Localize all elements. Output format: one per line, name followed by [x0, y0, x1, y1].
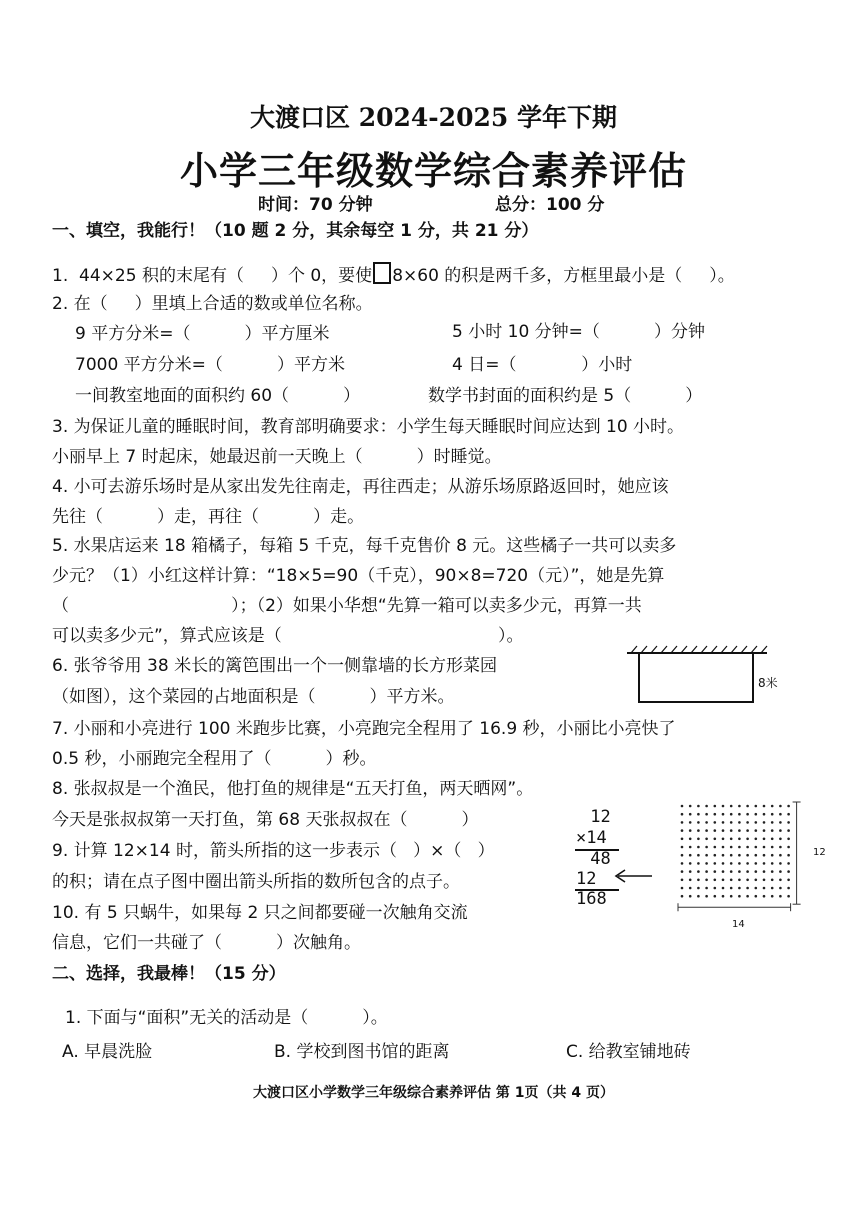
dot — [689, 805, 692, 808]
dot — [689, 895, 692, 898]
dot — [746, 838, 749, 841]
dot — [738, 813, 741, 816]
question-9-line-2: 的积；请在点子图中圈出箭头所指的数所包含的点子。 — [52, 872, 460, 892]
dot-grid-rows-label: 12 — [813, 847, 826, 858]
dot — [771, 879, 774, 882]
question-2-item-6: 数学书封面的面积约是 5（ ） — [428, 386, 703, 406]
dot — [779, 813, 782, 816]
dot — [746, 805, 749, 808]
dot — [722, 887, 725, 890]
dot — [779, 879, 782, 882]
question-6-line-1: 6. 张爷爷用 38 米长的篱笆围出一个一侧靠墙的长方形菜园 — [52, 656, 498, 676]
dot — [697, 838, 700, 841]
dot — [689, 821, 692, 824]
dot — [763, 887, 766, 890]
dot — [705, 870, 708, 873]
multiplication-row-5: 168 — [576, 889, 607, 909]
arrow-icon — [612, 868, 654, 884]
dot — [755, 846, 758, 849]
dot — [746, 829, 749, 832]
question-3-line-2: 小丽早上 7 时起床，她最迟前一天晚上（ ）时睡觉。 — [52, 447, 502, 467]
dot — [771, 870, 774, 873]
dot — [755, 895, 758, 898]
dot — [755, 838, 758, 841]
dot — [738, 829, 741, 832]
dot — [755, 870, 758, 873]
exam-total-score: 总分：100 分 — [495, 195, 605, 215]
exam-district-title: 大渡口区 2024-2025 学年下期 — [250, 103, 617, 132]
dot — [705, 838, 708, 841]
dot — [697, 829, 700, 832]
dot — [722, 879, 725, 882]
dot — [689, 829, 692, 832]
dot — [722, 821, 725, 824]
dot — [689, 870, 692, 873]
dot — [787, 879, 790, 882]
question-5-line-2: 少元？（1）小红这样计算：“18×5=90（千克），90×8=720（元）”，她是先算 — [52, 566, 665, 586]
question-3-line-1: 3. 为保证儿童的睡眠时间，教育部明确要求：小学生每天睡眠时间应达到 10 小时。 — [52, 417, 685, 437]
dot — [730, 862, 733, 865]
dot — [697, 895, 700, 898]
dot — [705, 821, 708, 824]
dot — [697, 862, 700, 865]
dot — [763, 838, 766, 841]
dot — [755, 879, 758, 882]
section1-heading: 一、填空，我能行！（10 题 2 分，其余每空 1 分，共 21 分） — [52, 221, 539, 241]
dot — [738, 870, 741, 873]
question-2-item-2: 5 小时 10 分钟=（ ）分钟 — [452, 322, 705, 342]
dot — [689, 813, 692, 816]
dot — [771, 805, 774, 808]
dot — [746, 887, 749, 890]
question-2: 2. 在（ ）里填上合适的数或单位名称。 — [52, 294, 373, 314]
option-a: A. 早晨洗脸 — [62, 1042, 153, 1062]
question-10-line-2: 信息，它们一共碰了（ ）次触角。 — [52, 933, 362, 953]
dot — [738, 805, 741, 808]
garden-width-label: 8米 — [758, 676, 778, 690]
dot — [730, 813, 733, 816]
dot — [689, 879, 692, 882]
dot — [746, 846, 749, 849]
dot — [705, 879, 708, 882]
dot — [771, 854, 774, 857]
dot-grid-cols-label: 14 — [732, 919, 745, 930]
dot — [722, 805, 725, 808]
dot — [755, 887, 758, 890]
option-b: B. 学校到图书馆的距离 — [274, 1042, 450, 1062]
dot — [714, 805, 717, 808]
dot — [755, 854, 758, 857]
dot — [787, 838, 790, 841]
dot — [714, 846, 717, 849]
dot — [681, 846, 684, 849]
dot — [763, 829, 766, 832]
exam-main-title: 小学三年级数学综合素养评估 — [179, 148, 687, 193]
dot — [779, 838, 782, 841]
exam-time: 时间：70 分钟 — [258, 195, 373, 215]
dot — [787, 846, 790, 849]
dot — [787, 829, 790, 832]
dot — [779, 846, 782, 849]
dot — [705, 895, 708, 898]
dot — [763, 895, 766, 898]
dot — [738, 846, 741, 849]
dot — [705, 805, 708, 808]
option-c: C. 给教室铺地砖 — [566, 1042, 691, 1062]
answer-box — [373, 262, 391, 284]
dot — [697, 805, 700, 808]
dot — [714, 821, 717, 824]
dot — [763, 846, 766, 849]
dot — [714, 829, 717, 832]
dot — [714, 870, 717, 873]
dot — [714, 813, 717, 816]
dot — [681, 870, 684, 873]
question-4-line-1: 4. 小可去游乐场时是从家出发先往南走，再往西走；从游乐场原路返回时，她应该 — [52, 477, 669, 497]
question-7-line-2: 0.5 秒，小丽跑完全程用了（ ）秒。 — [52, 749, 377, 769]
dot — [763, 870, 766, 873]
dot — [722, 895, 725, 898]
dot — [722, 862, 725, 865]
dot — [681, 895, 684, 898]
dot — [771, 846, 774, 849]
question-5-line-1: 5. 水果店运来 18 箱橘子，每箱 5 千克，每千克售价 8 元。这些橘子一共可以卖多 — [52, 536, 677, 556]
multiplication-row-3: 48 — [580, 849, 611, 869]
dot — [714, 838, 717, 841]
dot — [722, 838, 725, 841]
question-2-item-1: 9 平方分米=（ ）平方厘米 — [75, 324, 330, 344]
dot — [697, 813, 700, 816]
dot — [771, 887, 774, 890]
dot — [771, 838, 774, 841]
dot — [787, 821, 790, 824]
dot — [771, 821, 774, 824]
dot — [746, 821, 749, 824]
dot — [681, 813, 684, 816]
dot — [746, 870, 749, 873]
dot — [689, 846, 692, 849]
dot — [730, 829, 733, 832]
question-7-line-1: 7. 小丽和小亮进行 100 米跑步比赛，小亮跑完全程用了 16.9 秒，小丽比小亮快了 — [52, 719, 676, 739]
dot — [705, 813, 708, 816]
dot — [746, 813, 749, 816]
dot — [779, 829, 782, 832]
dot — [705, 854, 708, 857]
question-8-line-1: 8. 张叔叔是一个渔民，他打鱼的规律是“五天打鱼，两天晒网”。 — [52, 779, 534, 799]
dot — [714, 895, 717, 898]
dot — [738, 862, 741, 865]
dot — [697, 854, 700, 857]
dot — [681, 887, 684, 890]
dot — [697, 846, 700, 849]
dot — [689, 838, 692, 841]
page-footer: 大渡口区小学数学三年级综合素养评估 第 1页（共 4 页） — [253, 1085, 614, 1101]
dot — [730, 821, 733, 824]
dot — [730, 805, 733, 808]
dot — [722, 870, 725, 873]
dot — [697, 870, 700, 873]
question-5-line-3: （ ）；（2）如果小华想“先算一箱可以卖多少元，再算一共 — [52, 596, 642, 616]
dot — [714, 862, 717, 865]
dot — [722, 854, 725, 857]
dot — [722, 813, 725, 816]
dot — [779, 870, 782, 873]
dot — [681, 879, 684, 882]
dot — [746, 862, 749, 865]
dot — [714, 854, 717, 857]
dot — [779, 854, 782, 857]
dot — [771, 813, 774, 816]
dot — [722, 846, 725, 849]
question-9-line-1: 9. 计算 12×14 时，箭头所指的这一步表示（ ）×（ ） — [52, 841, 495, 861]
question-2-item-4: 4 日=（ ）小时 — [452, 355, 633, 375]
dot — [763, 862, 766, 865]
dot — [730, 870, 733, 873]
dot — [779, 895, 782, 898]
dot — [730, 887, 733, 890]
dot — [697, 887, 700, 890]
dot — [730, 838, 733, 841]
dot — [771, 862, 774, 865]
dot — [738, 879, 741, 882]
dot — [746, 854, 749, 857]
dot — [763, 813, 766, 816]
dot — [722, 829, 725, 832]
dot — [738, 854, 741, 857]
dot — [681, 854, 684, 857]
dot — [681, 805, 684, 808]
question-4-line-2: 先往（ ）走，再往（ ）走。 — [52, 507, 365, 527]
dot — [755, 805, 758, 808]
dot — [746, 879, 749, 882]
dot — [787, 887, 790, 890]
dot-grid — [676, 800, 808, 915]
dot — [755, 862, 758, 865]
dot — [738, 838, 741, 841]
dot — [681, 821, 684, 824]
question-1: 1. 44×25 积的末尾有（ ）个 0，要使 8×60 的积是两千多，方框里最小是（ ）。 — [52, 262, 735, 287]
dot — [689, 887, 692, 890]
dot — [779, 887, 782, 890]
dot — [681, 862, 684, 865]
question-2-item-5: 一间教室地面的面积约 60（ ） — [75, 386, 361, 406]
dot — [746, 895, 749, 898]
multiplication-row-2: ×14 — [576, 828, 607, 848]
dot — [763, 821, 766, 824]
dot — [705, 829, 708, 832]
multiplication-row-4: 12 — [576, 869, 597, 889]
dot — [738, 895, 741, 898]
dot — [787, 895, 790, 898]
question-10-line-1: 10. 有 5 只蜗牛，如果每 2 只之间都要碰一次触角交流 — [52, 903, 468, 923]
dot — [763, 805, 766, 808]
question-6-line-2: （如图），这个菜园的占地面积是（ ）平方米。 — [52, 687, 455, 707]
dot — [681, 838, 684, 841]
dot — [779, 821, 782, 824]
dot — [779, 862, 782, 865]
question-2-item-3: 7000 平方分米=（ ）平方米 — [75, 355, 345, 375]
dot — [730, 846, 733, 849]
dot — [730, 854, 733, 857]
dot — [689, 854, 692, 857]
dot — [755, 829, 758, 832]
dot — [705, 862, 708, 865]
question-5-line-4: 可以卖多少元”，算式应该是（ ）。 — [52, 626, 524, 646]
dot — [730, 895, 733, 898]
dot — [763, 879, 766, 882]
dot — [714, 879, 717, 882]
dot — [787, 805, 790, 808]
dot — [689, 862, 692, 865]
dot — [771, 829, 774, 832]
dot — [681, 829, 684, 832]
dot — [714, 887, 717, 890]
dot — [738, 821, 741, 824]
dot — [738, 887, 741, 890]
question-8-line-2: 今天是张叔叔第一天打鱼，第 68 天张叔叔在（ ） — [52, 810, 479, 830]
multiplication-row-1: 12 — [580, 807, 611, 827]
dot — [787, 813, 790, 816]
dot — [705, 887, 708, 890]
dot — [730, 879, 733, 882]
dot — [787, 870, 790, 873]
dot — [787, 854, 790, 857]
dot — [697, 821, 700, 824]
dot — [771, 895, 774, 898]
choice-question-1: 1. 下面与“面积”无关的活动是（ ）。 — [65, 1008, 388, 1028]
section2-heading: 二、选择，我最棒！（15 分） — [52, 964, 286, 984]
dot — [705, 846, 708, 849]
dot — [755, 821, 758, 824]
dot — [763, 854, 766, 857]
dot — [779, 805, 782, 808]
dot — [787, 862, 790, 865]
garden-figure — [625, 643, 775, 713]
dot — [697, 879, 700, 882]
dot — [755, 813, 758, 816]
